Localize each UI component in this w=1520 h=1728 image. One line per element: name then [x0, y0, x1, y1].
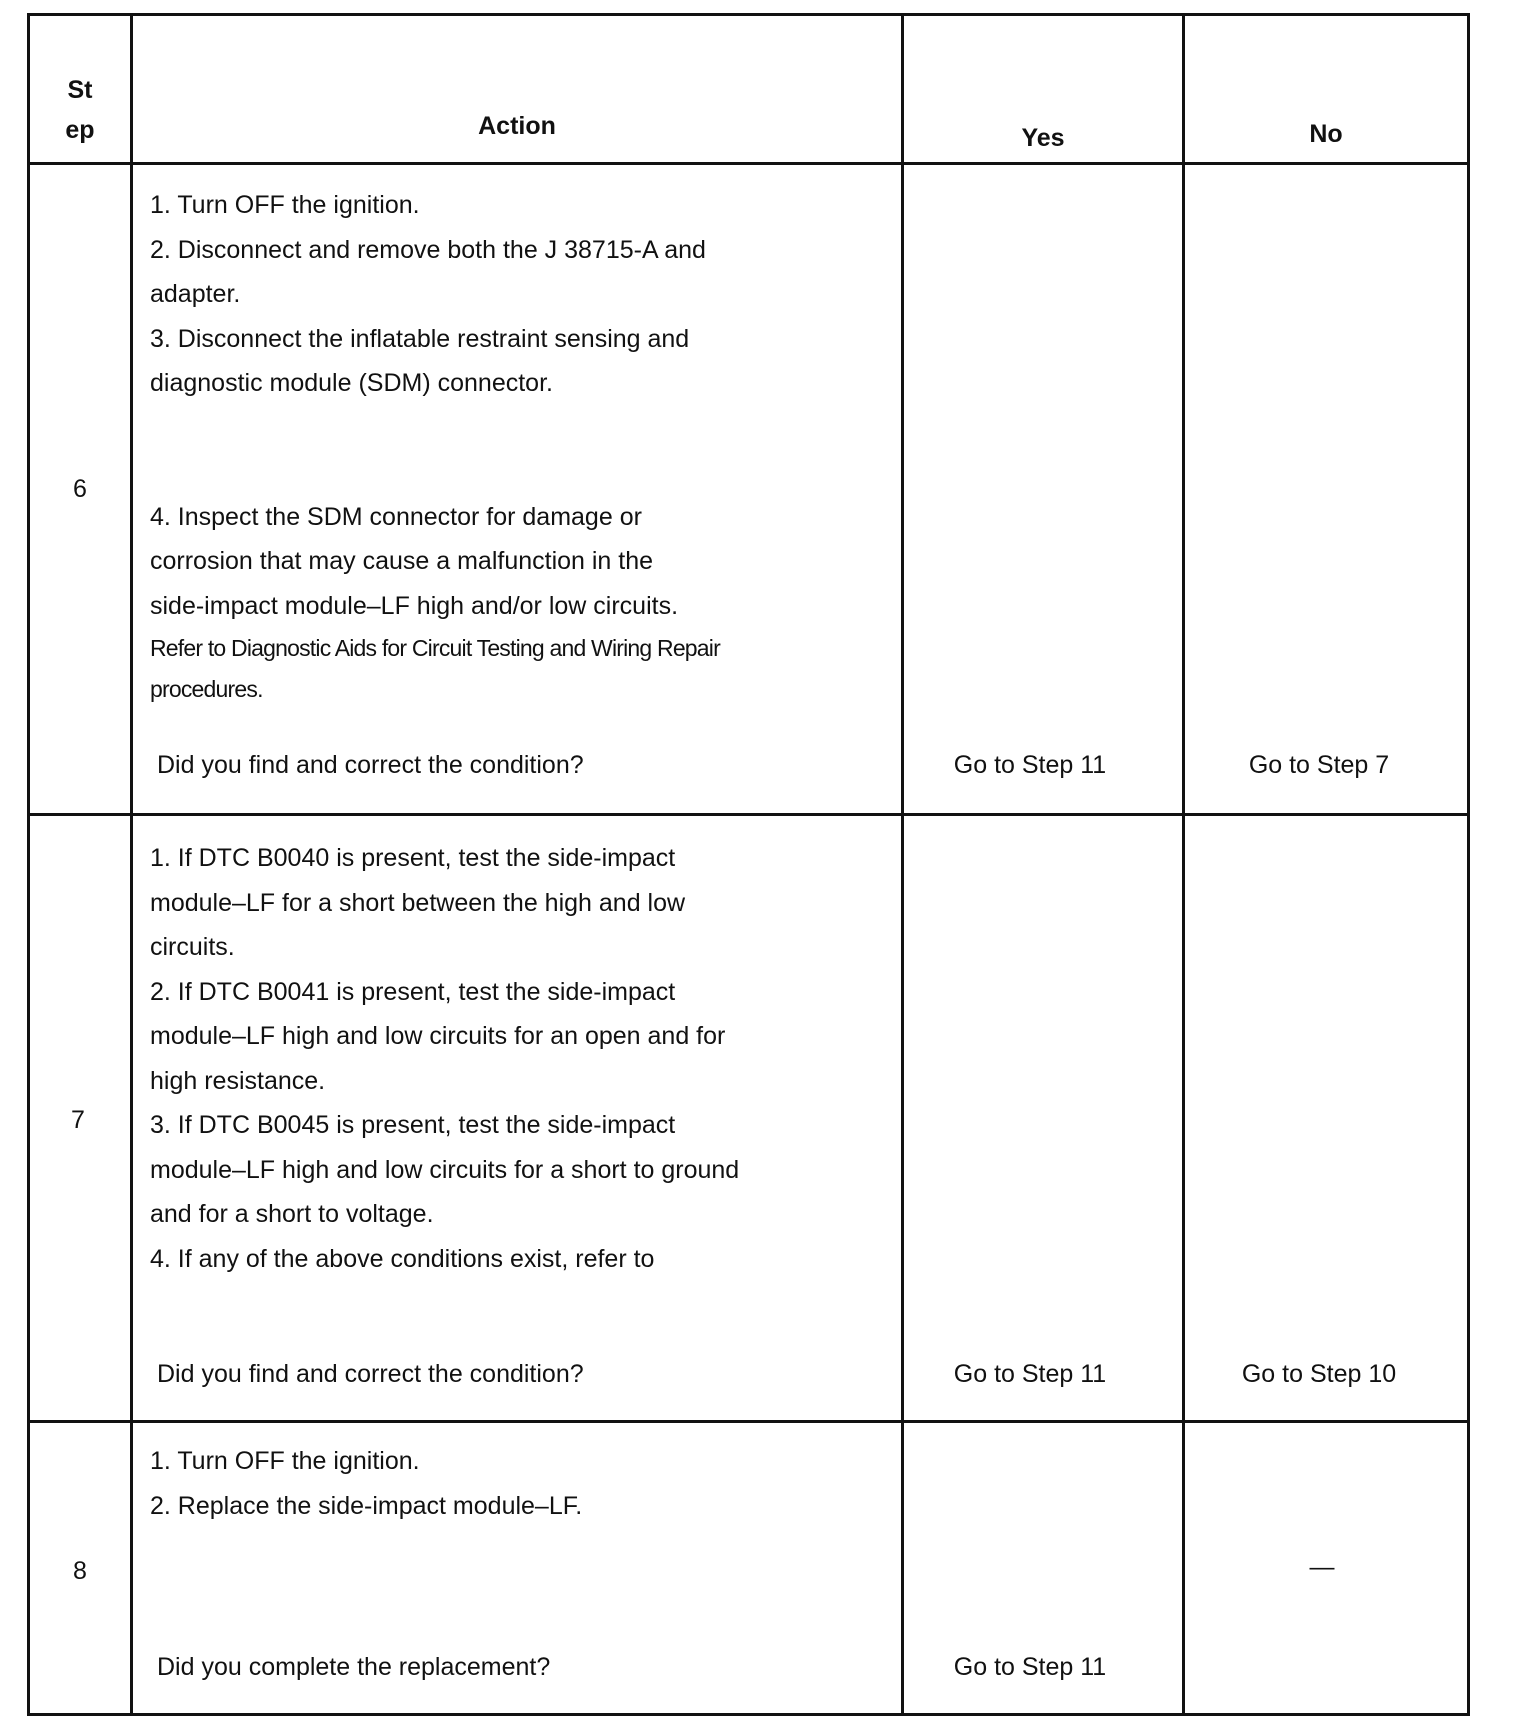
step-number: 8	[73, 1557, 87, 1585]
yes-cell	[903, 815, 1184, 1422]
header-row	[29, 15, 1469, 164]
action-line: module–LF for a short between the high and low	[150, 888, 686, 917]
table-row	[29, 1422, 1469, 1715]
yes-result: Go to Step 11	[953, 1653, 1107, 1681]
diagnostic-aids-note: Refer to Diagnostic Aids for Circuit Testing and Wiring Repair	[150, 635, 720, 661]
action-line: 1. Turn OFF the ignition.	[150, 191, 420, 219]
header-step-line2: ep	[65, 116, 95, 144]
yes-result: Go to Step 11	[953, 1360, 1107, 1388]
diagnostic-aids-note: procedures.	[150, 676, 263, 702]
action-line: corrosion that may cause a malfunction in the	[150, 547, 654, 575]
step-cell	[29, 1422, 132, 1715]
no-cell	[1184, 164, 1469, 815]
header-yes: Yes	[1021, 124, 1065, 152]
action-line: 2. Disconnect and remove both the J 38715-A and	[150, 235, 706, 264]
action-line: and for a short to voltage.	[150, 1200, 434, 1228]
header-step-cell	[29, 15, 132, 164]
step-question: Did you complete the replacement?	[157, 1653, 551, 1681]
no-result: —	[1309, 1553, 1335, 1581]
action-line: 4. Inspect the SDM connector for damage or	[150, 502, 642, 531]
header-action: Action	[478, 112, 556, 140]
action-list	[150, 836, 891, 1281]
step-question: Did you find and correct the condition?	[157, 751, 584, 779]
action-line: high resistance.	[150, 1066, 326, 1095]
no-cell	[1184, 1422, 1469, 1715]
step-number: 6	[73, 475, 87, 503]
action-line: 1. If DTC B0040 is present, test the side-impact	[150, 844, 676, 872]
no-cell	[1184, 815, 1469, 1422]
action-line: module–LF high and low circuits for an open and for	[150, 1022, 726, 1050]
no-result: Go to Step 10	[1241, 1360, 1397, 1388]
diagnostic-table	[27, 13, 1470, 1716]
action-line: adapter.	[150, 280, 241, 308]
header-action-cell	[132, 15, 903, 164]
yes-cell	[903, 1422, 1184, 1715]
header-no-cell	[1184, 15, 1469, 164]
yes-result: Go to Step 11	[953, 751, 1107, 779]
header-no: No	[1309, 120, 1343, 148]
action-cell	[132, 164, 903, 815]
action-line: 3. If DTC B0045 is present, test the side-impact	[150, 1111, 676, 1139]
step-number: 7	[71, 1106, 85, 1134]
header-yes-cell	[903, 15, 1184, 164]
action-cell	[132, 1422, 903, 1715]
action-line: side-impact module–LF high and/or low circuits.	[150, 591, 679, 620]
action-line: 2. If DTC B0041 is present, test the side-impact	[150, 977, 676, 1006]
action-line: 2. Replace the side-impact module–LF.	[150, 1491, 583, 1520]
action-line: 3. Disconnect the inflatable restraint sensing and	[150, 324, 690, 353]
no-result: Go to Step 7	[1248, 751, 1390, 779]
header-step-line1: St	[67, 76, 93, 104]
action-line: circuits.	[150, 933, 235, 961]
action-line: 1. Turn OFF the ignition.	[150, 1447, 420, 1475]
header-step	[30, 70, 130, 150]
action-cell	[132, 815, 903, 1422]
action-line: module–LF high and low circuits for a short to ground	[150, 1155, 740, 1184]
action-list	[150, 183, 891, 710]
action-list	[150, 1439, 891, 1528]
table-row	[29, 164, 1469, 815]
table-row	[29, 815, 1469, 1422]
action-line: diagnostic module (SDM) connector.	[150, 369, 553, 397]
step-question: Did you find and correct the condition?	[157, 1360, 584, 1388]
action-line: 4. If any of the above conditions exist, refer to	[150, 1244, 655, 1273]
yes-cell	[903, 164, 1184, 815]
step-cell	[29, 815, 132, 1422]
step-cell	[29, 164, 132, 815]
